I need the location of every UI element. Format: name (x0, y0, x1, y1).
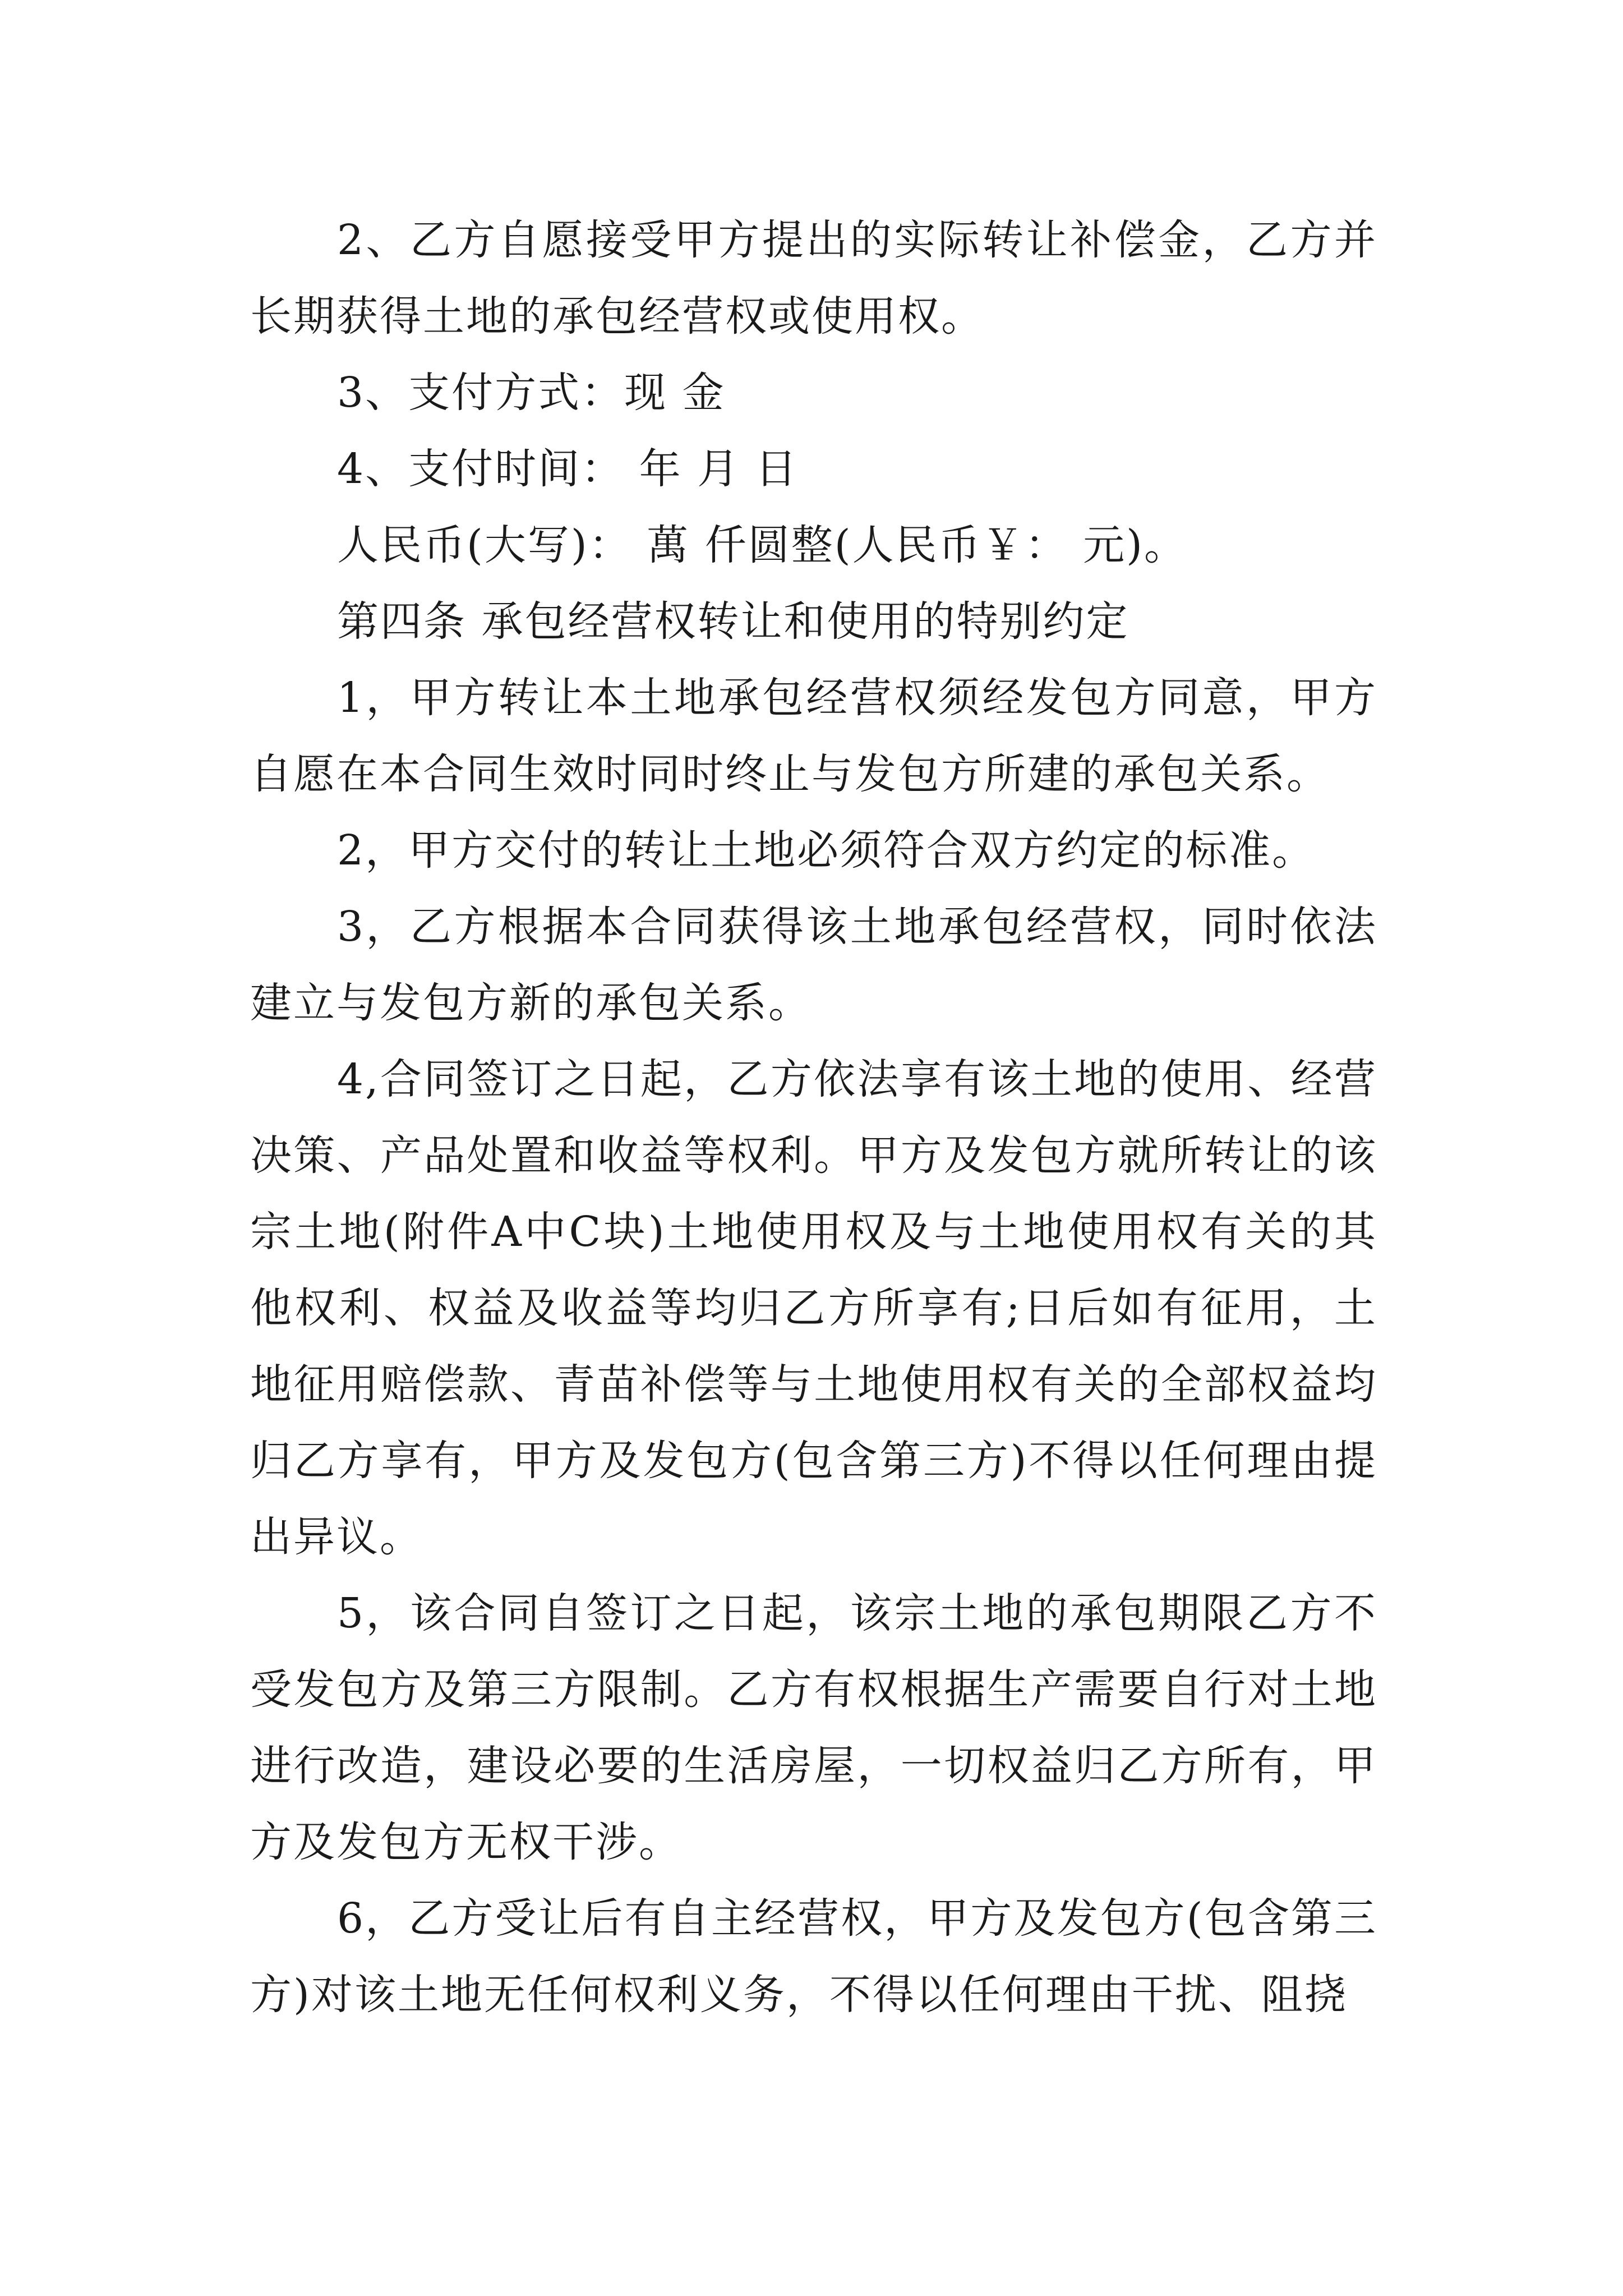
paragraph-item-4: 4,合同签订之日起，乙方依法享有该土地的使用、经营决策、产品处置和收益等权利。甲方及发包方就所转让的该宗土地(附件A中C块)土地使用权及与土地使用权有关的其他权利、权益及收益等均归乙方所享有;日后如有征用，土地征用赔偿款、青苗补偿等与土地使用权有关的全部权益均归乙方享有，甲方及发包方(包含第三方)不得以任何理由提出异议。 (250, 1055, 1377, 1561)
paragraph-amount: 人民币(大写)： 萬 仟圆整(人民币￥： 元)。 (337, 521, 1188, 569)
paragraph-item-1: 1，甲方转让本土地承包经营权须经发包方同意，甲方自愿在本合同生效时同时终止与发包方所建的承包关系。 (250, 674, 1377, 798)
paragraph-item-3: 3，乙方根据本合同获得该土地承包经营权，同时依法建立与发包方新的承包关系。 (250, 903, 1377, 1027)
paragraph-payment-method: 3、支付方式：现 金 (337, 369, 726, 417)
document-page (250, 202, 1377, 2033)
paragraph-item-2: 2，甲方交付的转让土地必须符合双方约定的标准。 (337, 826, 1316, 875)
paragraph-item-5: 5，该合同自签订之日起，该宗土地的承包期限乙方不受发包方及第三方限制。乙方有权根据生产需要自行对土地进行改造，建设必要的生活房屋，一切权益归乙方所有，甲方及发包方无权干涉。 (250, 1589, 1377, 1866)
section-heading-article-4: 第四条 承包经营权转让和使用的特别约定 (337, 597, 1129, 646)
paragraph-item-6: 6，乙方受让后有自主经营权，甲方及发包方(包含第三方)对该土地无任何权利义务，不得以任何理由干扰、阻挠 (250, 1894, 1377, 2019)
paragraph-payment-time: 4、支付时间： 年 月 日 (337, 445, 799, 493)
paragraph-clause-2: 2、乙方自愿接受甲方提出的实际转让补偿金，乙方并长期获得土地的承包经营权或使用权。 (250, 216, 1377, 341)
